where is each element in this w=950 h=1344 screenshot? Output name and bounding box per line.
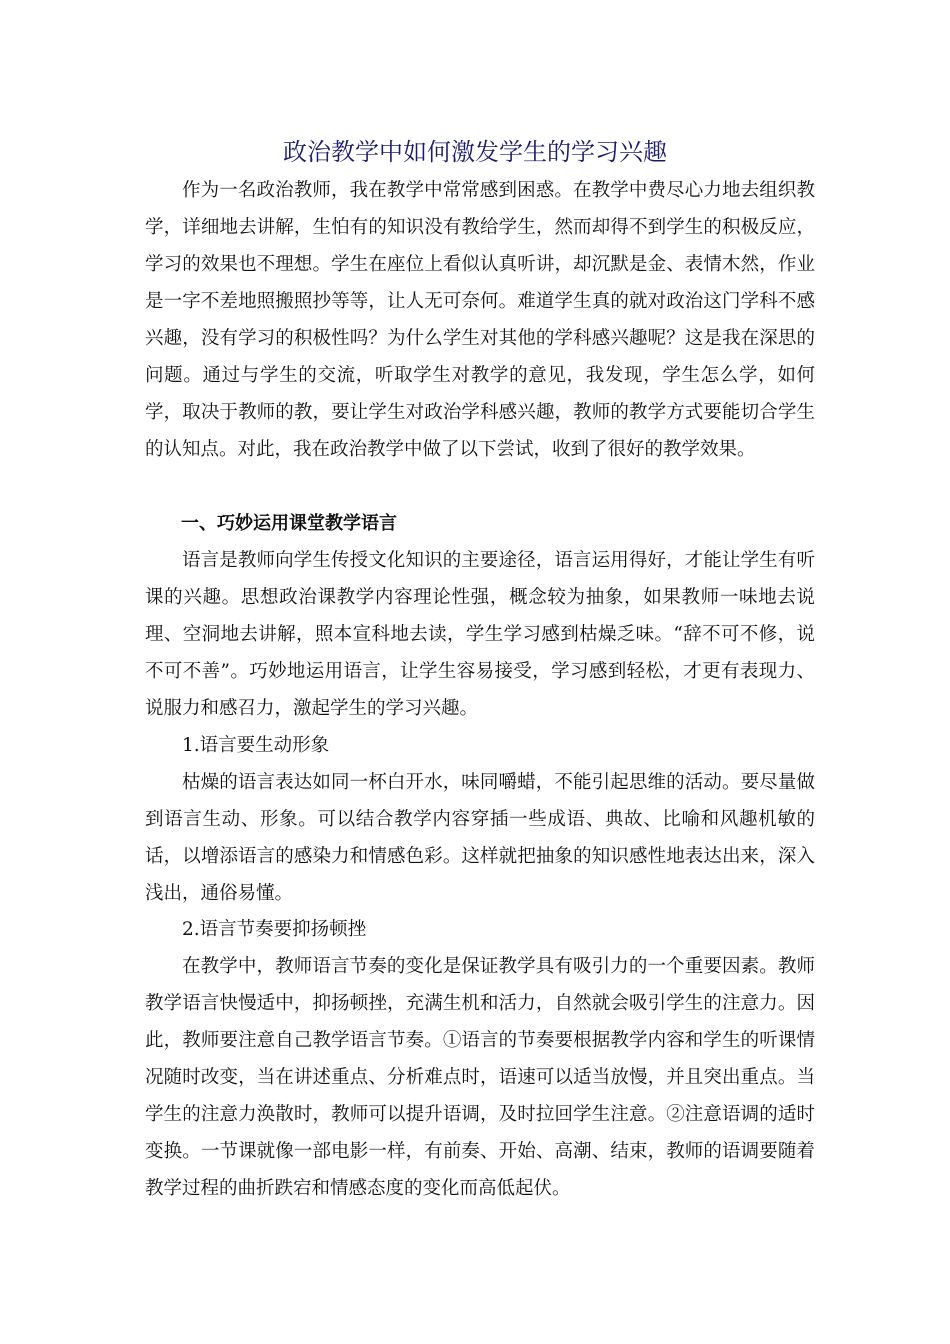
subsection-heading-2: 2.语言节奏要抑扬顿挫 bbox=[182, 919, 367, 940]
subsection-heading-1: 1.语言要生动形象 bbox=[182, 735, 330, 756]
subsection-paragraph-2: 在教学中，教师语言节奏的变化是保证教学具有吸引力的一个重要因素。教师教学语言快慢适中，抑扬顿挫，充满生机和活力，自然就会吸引学生的注意力。因此，教师要注意自己教学语言节奏。①语言的节奏要根据教学内容和学生的听课情况随时改变，当在讲述重点、分析难点时，语速可以适当放慢，并且突出重点。当学生的注意力涣散时，教师可以提升语调，及时拉回学生注意。②注意语调的适时变换。一节课就像一部电影一样，有前奏、开始、高潮、结束，教师的语调要随着教学过程的曲折跌宕和情感态度的变化而高低起伏。 bbox=[145, 956, 815, 1199]
subsection-paragraph-1: 枯燥的语言表达如同一杯白开水，味同嚼蜡，不能引起思维的活动。要尽量做到语言生动、形象。可以结合教学内容穿插一些成语、典故、比喻和风趣机敏的话，以增添语言的感染力和情感色彩。这样就把抽象的知识感性地表达出来，深入浅出，通俗易懂。 bbox=[145, 772, 815, 904]
section-heading-1: 一、巧妙运用课堂教学语言 bbox=[181, 513, 397, 534]
intro-paragraph: 作为一名政治教师，我在教学中常常感到困惑。在教学中费尽心力地去组织教学，详细地去讲解，生怕有的知识没有教给学生，然而却得不到学生的积极反应，学习的效果也不理想。学生在座位上看似认真听讲，却沉默是金、表情木然，作业是一字不差地照搬照抄等等，让人无可奈何。难道学生真的就对政治这门学科不感兴趣，没有学习的积极性吗？为什么学生对其他的学科感兴趣呢？这是我在深思的问题。通过与学生的交流，听取学生对教学的意见，我发现，学生怎么学，如何学，取决于教师的教，要让学生对政治学科感兴趣，教师的教学方式要能切合学生的认知点。对此，我在政治教学中做了以下尝试，收到了很好的教学效果。 bbox=[145, 180, 815, 460]
document-title: 政治教学中如何激发学生的学习兴趣 bbox=[283, 138, 667, 166]
section-paragraph-1: 语言是教师向学生传授文化知识的主要途径，语言运用得好，才能让学生有听课的兴趣。思想政治课教学内容理论性强，概念较为抽象，如果教师一味地去说理、空洞地去讲解，照本宣科地去读，学生学习感到枯燥乏味。“辞不可不修，说不可不善”。巧妙地运用语言，让学生容易接受，学习感到轻松，才更有表现力、说服力和感召力，激起学生的学习兴趣。 bbox=[145, 550, 815, 719]
